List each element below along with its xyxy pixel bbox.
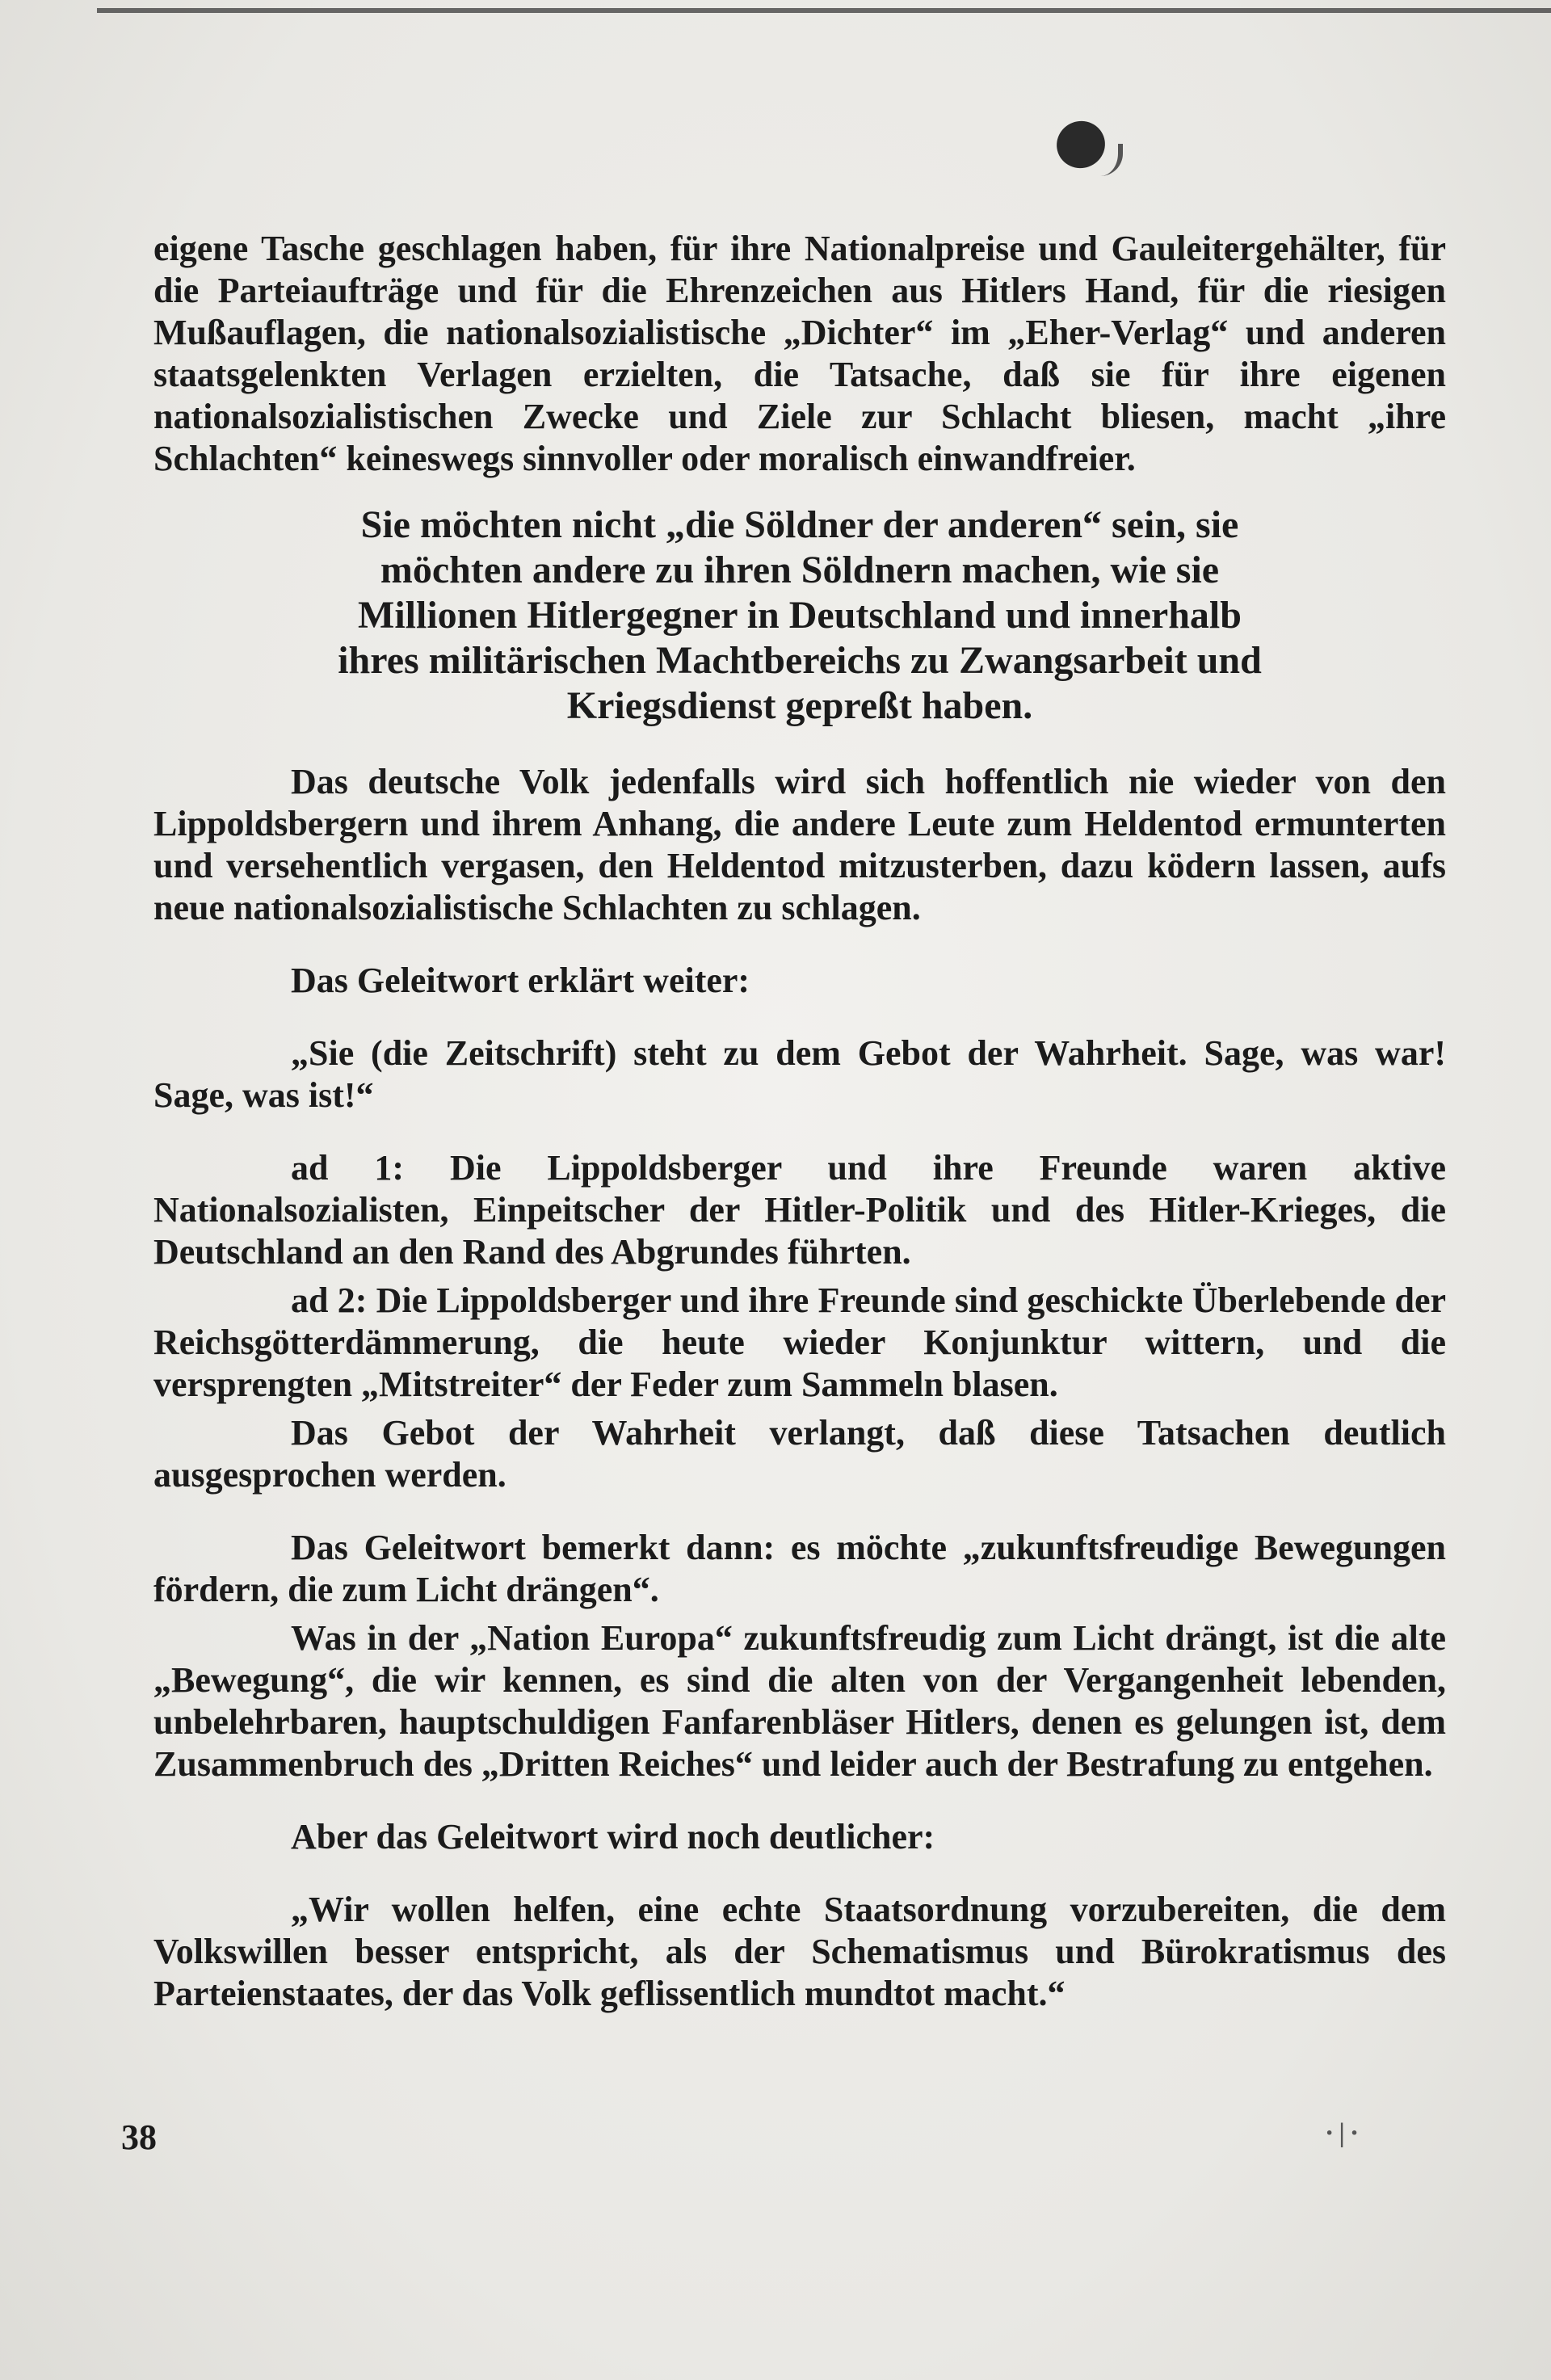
paragraph: Was in der „Nation Europa“ zukunftsfreudig zum Licht drängt, ist die alte „Bewegung“, die wir kennen, es sind die alten von der Vergangenheit lebenden, unbelehrbaren, hauptschuldigen Fanfarenbläser Hitlers, denen es gelungen ist, dem Zusammenbruch des „Dritten Reiches“ und leider auch der Bestrafung zu entgehen.: [153, 1618, 1446, 1784]
ink-blot-tail-icon: [1100, 144, 1123, 176]
paragraph: Das Geleitwort bemerkt dann: es möchte „zukunftsfreudige Bewegungen fördern, die zum Licht drängen“.: [153, 1528, 1446, 1609]
paragraph: Das deutsche Volk jedenfalls wird sich hoffentlich nie wieder von den Lippoldsbergern und ihrem Anhang, die andere Leute zum Heldentod ermunterten und versehentlich vergasen, den Heldentod mitzusterben, dazu ködern lassen, aufs neue nationalsozialistische Schlachten zu schlagen.: [153, 762, 1446, 927]
quote: „Wir wollen helfen, eine echte Staatsordnung vorzubereiten, die dem Volkswillen besser entspricht, als der Schematismus und Bürokratismus des Parteienstaates, der das Volk geflissentlich mundtot macht.“: [153, 1890, 1446, 2013]
page-number: 38: [121, 2117, 157, 2157]
paragraph: ad 2: Die Lippoldsberger und ihre Freunde sind geschickte Überlebende der Reichsgötterdämmerung, die heute wieder Konjunktur wittern, und die versprengten „Mitstreiter“ der Feder zum Sammeln blasen.: [153, 1280, 1446, 1404]
paragraph: Das Geleitwort erklärt weiter:: [291, 961, 750, 1000]
footer-marks: ·|·: [1325, 2118, 1364, 2148]
centered-emphasis: Sie möchten nicht „die Söldner der anderen“ sein, sie möchten andere zu ihren Söldnern machen, wie sie Millionen Hitlergegner in Deutschland und innerhalb ihres militärischen Machtbereichs zu Zwangsarbeit und Kriegsdienst gepreßt haben.: [338, 503, 1262, 727]
paragraph: Aber das Geleitwort wird noch deutlicher:: [291, 1817, 935, 1856]
paragraph: Das Gebot der Wahrheit verlangt, daß diese Tatsachen deutlich ausgesprochen werden.: [153, 1413, 1446, 1495]
page-top-edge: [97, 8, 1551, 13]
quote: „Sie (die Zeitschrift) steht zu dem Gebot der Wahrheit. Sage, was war! Sage, was ist!“: [153, 1033, 1446, 1115]
body-text: [153, 228, 1446, 2015]
paragraph: ad 1: Die Lippoldsberger und ihre Freunde waren aktive Nationalsozialisten, Einpeitscher der Hitler-Politik und des Hitler-Krieges, die Deutschland an den Rand des Abgrundes führten.: [153, 1148, 1446, 1272]
paragraph: eigene Tasche geschlagen haben, für ihre Nationalpreise und Gauleitergehälter, für die Parteiaufträge und für die Ehrenzeichen aus Hitlers Hand, für die riesigen Mußauflagen, die nationalsozialistische „Dichter“ im „Eher-Verlag“ und anderen staatsgelenkten Verlagen erzielten, die Tatsache, daß sie für ihre eigenen nationalsozialistischen Zwecke und Ziele zur Schlacht bliesen, macht „ihre Schlachten“ keineswegs sinnvoller oder moralisch einwandfreier.: [153, 229, 1446, 478]
